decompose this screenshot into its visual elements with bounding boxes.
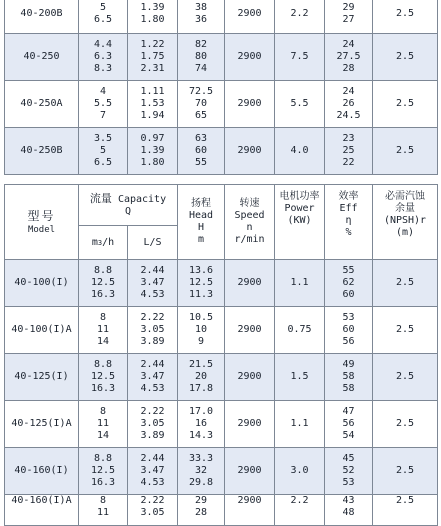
cell-efficiency	[325, 401, 373, 448]
cell-npsh: 2.5	[373, 81, 438, 128]
cell-efficiency-value: 24.5	[336, 110, 361, 121]
cell-capacity-ls-value: 1.22	[140, 39, 165, 50]
cell-capacity-m3h-value: 16.3	[90, 289, 116, 300]
cell-head-value: 21.5	[188, 359, 214, 370]
cell-efficiency-value: 49	[342, 359, 355, 370]
cell-head	[178, 448, 225, 495]
header-head-symbol: H	[198, 222, 205, 233]
header-efficiency	[325, 185, 373, 260]
cell-efficiency-value: 24	[342, 86, 355, 97]
lower-table-body	[5, 260, 438, 526]
cell-head-value: 28	[194, 507, 208, 518]
cell-capacity-ls	[128, 81, 178, 128]
cell-efficiency-value: 48	[342, 507, 355, 518]
cell-capacity-m3h-value: 6.3	[93, 51, 113, 62]
cell-efficiency	[325, 128, 373, 175]
cell-efficiency-value: 52	[342, 465, 355, 476]
cell-model: 40-125(I)A	[5, 401, 79, 448]
header-power-en: Power	[284, 203, 315, 214]
cell-model: 40-100(I)A	[5, 307, 79, 354]
table-row	[5, 401, 438, 448]
cell-capacity-ls-value: 3.47	[140, 465, 165, 476]
cell-capacity-m3h-value: 7	[99, 110, 107, 121]
header-head-cn: 扬程	[191, 198, 212, 209]
header-unit-ls: L/S	[128, 226, 178, 260]
cell-head	[178, 401, 225, 448]
cell-capacity-m3h-value: 6.5	[93, 14, 113, 25]
cell-capacity-ls-value: 3.47	[140, 277, 165, 288]
header-speed-en: Speed	[234, 210, 265, 221]
cell-capacity-m3h	[79, 401, 128, 448]
cell-speed: 2900	[225, 34, 275, 81]
cell-efficiency-value: 58	[342, 383, 355, 394]
cell-npsh: 2.5	[373, 34, 438, 81]
cell-efficiency	[325, 260, 373, 307]
cell-capacity-m3h-value: 8.8	[93, 359, 113, 370]
cell-capacity-m3h-value: 11	[96, 324, 110, 335]
cell-speed: 2900	[225, 0, 275, 34]
cell-capacity-ls	[128, 448, 178, 495]
cell-head	[178, 81, 225, 128]
cell-capacity-m3h-value: 8.8	[93, 453, 113, 464]
table-header	[5, 185, 438, 260]
cell-capacity-ls-value: 0.97	[140, 133, 165, 144]
cell-capacity-m3h	[79, 260, 128, 307]
cell-capacity-m3h-value: 6.5	[93, 157, 113, 168]
cell-capacity-m3h	[79, 34, 128, 81]
header-eff-unit: %	[345, 227, 352, 238]
cell-head-value: 65	[194, 110, 208, 121]
cell-efficiency-value: 27.5	[336, 51, 361, 62]
header-head-unit: m	[198, 234, 205, 245]
header-model	[5, 185, 79, 260]
cell-efficiency-value: 26	[342, 98, 355, 109]
cell-head-value: 11.3	[188, 289, 214, 300]
header-npsh-cn2: 余量	[395, 203, 416, 214]
header-eff-en: Eff	[339, 203, 358, 214]
header-capacity-en: Capacity	[117, 193, 167, 205]
cell-capacity-m3h	[79, 448, 128, 495]
unit-m3h-tail: /h	[102, 236, 115, 248]
cell-capacity-ls	[128, 0, 178, 34]
cell-capacity-m3h-value: 16.3	[90, 383, 116, 394]
cell-efficiency-value: 54	[342, 430, 355, 441]
cell-efficiency	[325, 34, 373, 81]
cell-power: 1.5	[275, 354, 325, 401]
table-row	[5, 81, 438, 128]
cell-efficiency	[325, 0, 373, 34]
cell-capacity-m3h-value: 8	[99, 312, 107, 323]
cell-speed: 2900	[225, 354, 275, 401]
cell-efficiency-value: 28	[342, 63, 355, 74]
cell-head-value: 13.6	[188, 265, 214, 276]
cell-capacity-m3h-value: 14	[96, 336, 110, 347]
cell-power: 4.0	[275, 128, 325, 175]
pump-spec-table-upper	[4, 0, 438, 175]
cell-capacity-m3h-value: 4.4	[93, 39, 113, 50]
cell-head-value: 14.3	[188, 430, 214, 441]
cell-capacity-m3h-value: 8	[99, 406, 107, 417]
unit-m3h-sup: 3	[97, 238, 103, 247]
table-row	[5, 354, 438, 401]
cell-efficiency-value: 25	[342, 145, 355, 156]
cell-capacity-m3h	[79, 0, 128, 34]
cell-power: 1.1	[275, 401, 325, 448]
cell-model: 40-125(I)	[5, 354, 79, 401]
cell-model: 40-200B	[5, 0, 79, 34]
cell-model: 40-160(I)A	[5, 495, 79, 526]
table-row	[5, 0, 438, 34]
cell-efficiency-value: 45	[342, 453, 355, 464]
cell-capacity-ls	[128, 34, 178, 81]
header-npsh-cn: 必需汽蚀	[385, 191, 426, 202]
cell-head-value: 32	[194, 465, 208, 476]
cell-power: 0.75	[275, 307, 325, 354]
cell-capacity-ls-value: 1.80	[140, 14, 165, 25]
cell-capacity-ls-value: 3.05	[140, 507, 165, 518]
header-eff-cn: 效率	[338, 191, 359, 202]
cell-efficiency	[325, 307, 373, 354]
cell-speed: 2900	[225, 128, 275, 175]
cell-capacity-m3h-value: 5.5	[93, 98, 113, 109]
cell-speed: 2900	[225, 260, 275, 307]
cell-capacity-m3h-value: 5	[99, 2, 107, 13]
header-model-cn: 型号	[27, 209, 56, 223]
header-speed-cn: 转速	[239, 198, 260, 209]
cell-npsh: 2.5	[373, 260, 438, 307]
cell-capacity-ls-value: 2.22	[140, 495, 165, 506]
cell-capacity-m3h-value: 12.5	[90, 465, 116, 476]
cell-head-value: 16	[194, 418, 208, 429]
cell-capacity-ls-value: 1.39	[140, 145, 165, 156]
cell-capacity-ls	[128, 260, 178, 307]
upper-table-body	[5, 0, 438, 175]
cell-head-value: 74	[194, 63, 208, 74]
header-power-cn: 电机功率	[279, 191, 320, 202]
cell-capacity-m3h-value: 5	[99, 145, 107, 156]
cell-head-value: 20	[194, 371, 208, 382]
cell-efficiency-value: 24	[342, 39, 355, 50]
cell-capacity-ls-value: 1.75	[140, 51, 165, 62]
cell-efficiency	[325, 81, 373, 128]
cell-head-value: 38	[194, 2, 208, 13]
cell-head-value: 80	[194, 51, 208, 62]
cell-capacity-ls-value: 3.89	[140, 430, 165, 441]
cell-speed: 2900	[225, 307, 275, 354]
header-npsh-en: (NPSH)r	[383, 215, 427, 226]
cell-capacity-ls-value: 2.31	[140, 63, 165, 74]
cell-speed: 2900	[225, 81, 275, 128]
header-speed-symbol: n	[246, 222, 253, 233]
header-capacity-symbol: Q	[124, 205, 132, 217]
cell-head-value: 33.3	[188, 453, 214, 464]
cell-capacity-m3h-value: 4	[99, 86, 107, 97]
cell-power: 5.5	[275, 81, 325, 128]
cell-efficiency-value: 53	[342, 477, 355, 488]
cell-capacity-m3h-value: 11	[96, 507, 110, 518]
cell-capacity-m3h-value: 12.5	[90, 277, 116, 288]
cell-npsh: 2.5	[373, 448, 438, 495]
table-row	[5, 34, 438, 81]
cell-npsh: 2.5	[373, 307, 438, 354]
cell-head-value: 70	[194, 98, 208, 109]
cell-head-value: 63	[194, 133, 208, 144]
cell-efficiency-value: 53	[342, 312, 355, 323]
cell-capacity-ls-value: 3.47	[140, 371, 165, 382]
cell-capacity-m3h-value: 14	[96, 430, 110, 441]
cell-head	[178, 354, 225, 401]
cell-capacity-m3h-value: 8.3	[93, 63, 113, 74]
cell-head-value: 55	[194, 157, 208, 168]
cell-capacity-ls-value: 1.11	[140, 86, 165, 97]
header-speed	[225, 185, 275, 260]
cell-power: 7.5	[275, 34, 325, 81]
header-capacity-cn: 流量	[89, 191, 112, 205]
header-head	[178, 185, 225, 260]
cell-model: 40-250A	[5, 81, 79, 128]
table-row	[5, 448, 438, 495]
cell-efficiency-value: 58	[342, 371, 355, 382]
cell-head-value: 9	[198, 336, 205, 347]
cell-head-value: 10	[194, 324, 208, 335]
cell-capacity-ls	[128, 401, 178, 448]
cell-capacity-m3h-value: 8	[99, 495, 107, 506]
cell-power: 2.2	[275, 495, 325, 526]
header-row-primary	[5, 185, 438, 226]
cell-capacity-m3h	[79, 354, 128, 401]
cell-efficiency	[325, 448, 373, 495]
cell-capacity-ls-value: 3.89	[140, 336, 165, 347]
cell-head	[178, 307, 225, 354]
cell-efficiency-value: 62	[342, 277, 355, 288]
cell-capacity-ls-value: 4.53	[140, 289, 165, 300]
cell-head-value: 29	[194, 495, 208, 506]
cell-capacity-ls-value: 4.53	[140, 383, 165, 394]
cell-head-value: 17.8	[188, 383, 214, 394]
cell-capacity-m3h-value: 8.8	[93, 265, 113, 276]
cell-power: 2.2	[275, 0, 325, 34]
table-row	[5, 128, 438, 175]
cell-npsh: 2.5	[373, 354, 438, 401]
cell-head-value: 17.0	[188, 406, 214, 417]
cell-capacity-ls-value: 1.80	[140, 157, 165, 168]
header-npsh	[373, 185, 438, 260]
cell-head-value: 82	[194, 39, 208, 50]
cell-head-value: 10.5	[188, 312, 214, 323]
cell-npsh: 2.5	[373, 128, 438, 175]
cell-model: 40-100(I)	[5, 260, 79, 307]
cell-power: 1.1	[275, 260, 325, 307]
cell-capacity-ls-value: 1.94	[140, 110, 165, 121]
cell-model: 40-250	[5, 34, 79, 81]
cell-efficiency-value: 23	[342, 133, 355, 144]
cell-capacity-ls-value: 3.05	[140, 324, 165, 335]
cell-capacity-m3h-value: 16.3	[90, 477, 116, 488]
cell-efficiency-value: 56	[342, 336, 355, 347]
cell-capacity-ls	[128, 307, 178, 354]
cell-capacity-ls-value: 2.22	[140, 406, 165, 417]
cell-head	[178, 128, 225, 175]
cell-capacity-ls	[128, 128, 178, 175]
cell-capacity-ls-value: 2.44	[140, 265, 165, 276]
table-row	[5, 260, 438, 307]
cell-capacity-ls-value: 2.44	[140, 453, 165, 464]
cell-efficiency-value: 22	[342, 157, 355, 168]
cell-efficiency	[325, 354, 373, 401]
cell-capacity-ls-value: 2.22	[140, 312, 165, 323]
cell-head	[178, 34, 225, 81]
cell-capacity-ls-value: 1.53	[140, 98, 165, 109]
header-head-en: Head	[188, 210, 214, 221]
cell-head-value: 12.5	[188, 277, 214, 288]
cell-efficiency-value: 29	[342, 2, 355, 13]
cell-capacity-m3h	[79, 307, 128, 354]
cell-efficiency-value: 56	[342, 418, 355, 429]
cell-capacity-ls-value: 4.53	[140, 477, 165, 488]
cell-capacity-m3h-value: 12.5	[90, 371, 116, 382]
cell-head-value: 60	[194, 145, 208, 156]
header-unit-m3h	[79, 226, 128, 260]
cell-efficiency-value: 60	[342, 324, 355, 335]
cell-npsh: 2.5	[373, 401, 438, 448]
header-capacity	[79, 185, 178, 226]
pump-spec-table-lower	[4, 184, 438, 526]
cell-capacity-m3h-value: 11	[96, 418, 110, 429]
cell-capacity-m3h-value: 3.5	[93, 133, 113, 144]
cell-efficiency-value: 55	[342, 265, 355, 276]
cell-head	[178, 0, 225, 34]
header-power	[275, 185, 325, 260]
cell-head	[178, 260, 225, 307]
cell-npsh: 2.5	[373, 0, 438, 34]
cell-head-value: 72.5	[188, 86, 214, 97]
cell-head-value: 36	[194, 14, 208, 25]
unit-m3h-base: m	[91, 236, 98, 248]
header-speed-unit: r/min	[234, 234, 265, 245]
cell-speed: 2900	[225, 401, 275, 448]
header-npsh-unit: (m)	[395, 227, 415, 238]
cell-capacity-ls-value: 1.39	[140, 2, 165, 13]
cell-model: 40-250B	[5, 128, 79, 175]
cell-speed: 2900	[225, 495, 275, 526]
cell-power: 3.0	[275, 448, 325, 495]
cell-efficiency-value: 47	[342, 406, 355, 417]
cell-capacity-ls-value: 2.44	[140, 359, 165, 370]
cell-efficiency-value: 43	[342, 495, 355, 506]
table-row	[5, 307, 438, 354]
cell-capacity-m3h	[79, 128, 128, 175]
cell-model: 40-160(I)	[5, 448, 79, 495]
cell-efficiency-value: 60	[342, 289, 355, 300]
cell-speed: 2900	[225, 448, 275, 495]
cell-capacity-ls	[128, 354, 178, 401]
cell-capacity-ls-value: 3.05	[140, 418, 165, 429]
header-model-en: Model	[27, 225, 56, 235]
cell-efficiency-value: 27	[342, 14, 355, 25]
cell-npsh: 2.5	[373, 495, 438, 526]
header-eff-symbol: η	[345, 215, 352, 226]
header-power-unit: (KW)	[287, 215, 312, 226]
cell-head-value: 29.8	[188, 477, 214, 488]
cell-capacity-m3h	[79, 81, 128, 128]
